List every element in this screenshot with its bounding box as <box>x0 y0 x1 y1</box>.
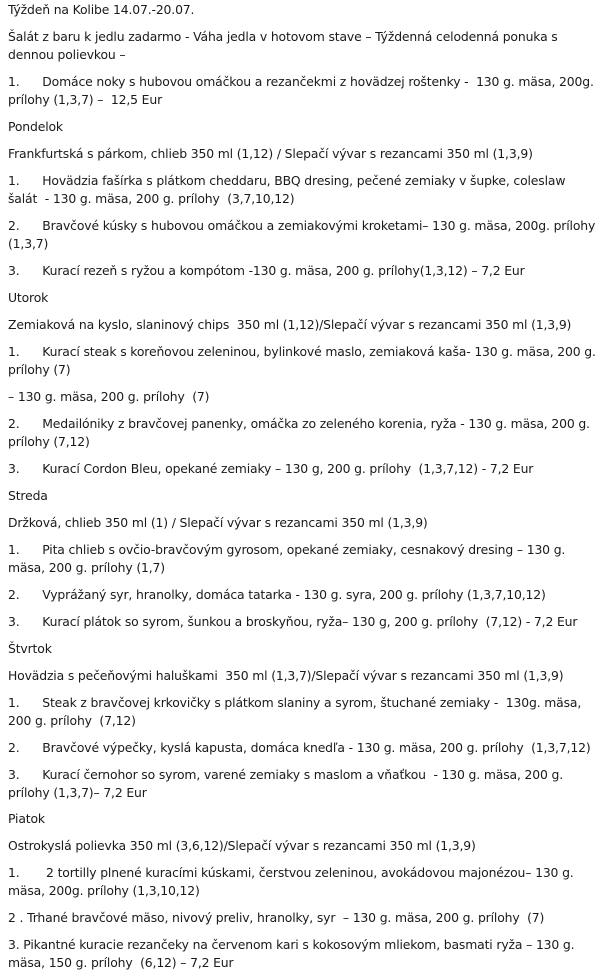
day-heading-thursday: Štvrtok <box>8 640 52 656</box>
soup-line: Držková, chlieb 350 ml (1) / Slepačí vývar s rezancami 350 ml (1,3,9) <box>8 514 428 530</box>
menu-item: 3. Kurací Cordon Bleu, opekané zemiaky – 130 g, 200 g. prílohy (1,3,7,12) - 7,2 Eur <box>8 460 534 476</box>
menu-item: 1. Pita chlieb s ovčio-bravčovým gyrosom, opekané zemiaky, cesnakový dresing – 130 g. mäsa, 200 g. prílohy (1,7) <box>8 541 569 575</box>
day-heading-friday: Piatok <box>8 811 45 827</box>
weekly-menu-item: 1. Domáce noky s hubovou omáčkou a rezančekmi z hovädzej roštenky - 130 g. mäsa, 200g. prílohy (1,3,7) – 12,5 Eur <box>8 73 598 107</box>
menu-item: 3. Kurací plátok so syrom, šunkou a broskyňou, ryža– 130 g, 200 g. prílohy (7,12) - 7,2 Eur <box>8 613 578 629</box>
day-heading-wednesday: Streda <box>8 487 48 503</box>
menu-item: 1. 2 tortilly plnené kuracími kúskami, čerstvou zeleninou, avokádovou majonézou– 130 g. mäsa, 200g. prílohy (1,3,10,12) <box>8 865 578 899</box>
soup-line: Zemiaková na kyslo, slaninový chips 350 ml (1,12)/Slepačí vývar s rezancami 350 ml (1,3,9) <box>8 316 572 332</box>
day-heading-monday: Pondelok <box>8 118 63 134</box>
menu-item: 2. Bravčové výpečky, kyslá kapusta, domáca knedľa - 130 g. mäsa, 200 g. prílohy (1,3,7,12) <box>8 739 591 755</box>
page-title: Týždeň na Kolibe 14.07.-20.07. <box>8 2 195 17</box>
soup-line: Frankfurtská s párkom, chlieb 350 ml (1,12) / Slepačí vývar s rezancami 350 ml (1,3,9) <box>8 145 533 161</box>
menu-item: 3. Kurací černohor so syrom, varené zemiaky s maslom a vňaťkou - 130 g. mäsa, 200 g. prílohy (1,3,7)– 7,2 Eur <box>8 766 567 800</box>
menu-item: 3. Pikantné kuracie rezančeky na červenom kari s kokosovým mliekom, basmati ryža – 130 g. mäsa, 150 g. prílohy (6,12) – 7,2 Eur <box>8 937 579 971</box>
menu-item: 3. Kurací rezeň s ryžou a kompótom -130 g. mäsa, 200 g. prílohy(1,3,12) – 7,2 Eur <box>8 262 525 278</box>
menu-item: 2 . Trhané bravčové mäso, nivový preliv, hranolky, syr – 130 g. mäsa, 200 g. prílohy (7) <box>8 910 545 926</box>
menu-document <box>0 1 606 971</box>
menu-item: 2. Vyprážaný syr, hranolky, domáca tatarka - 130 g. syra, 200 g. prílohy (1,3,7,10,12) <box>8 586 546 602</box>
menu-item: 2. Medailóniky z bravčovej panenky, omáčka zo zeleného korenia, ryža - 130 g. mäsa, 200 g. prílohy (7,12) <box>8 415 594 449</box>
day-heading-tuesday: Utorok <box>8 289 49 305</box>
intro-text: Šalát z baru k jedlu zadarmo - Váha jedla v hotovom stave – Týždenná celodenná ponuka s dennou polievkou – <box>8 28 562 62</box>
soup-line: Hovädzia s pečeňovými haluškami 350 ml (1,3,7)/Slepačí vývar s rezancami 350 ml (1,3,9) <box>8 667 564 683</box>
soup-line: Ostrokyslá polievka 350 ml (3,6,12)/Slepačí vývar s rezancami 350 ml (1,3,9) <box>8 838 476 854</box>
menu-item: 2. Bravčové kúsky s hubovou omáčkou a zemiakovými kroketami– 130 g. mäsa, 200g. prílohy (1,3,7) <box>8 217 599 251</box>
menu-item: 1. Hovädzia fašírka s plátkom cheddaru, BBQ dresing, pečené zemiaky v šupke, coleslaw šalát - 130 g. mäsa, 200 g. prílohy (3,7,10,12) <box>8 172 570 206</box>
menu-item: 1. Kurací steak s koreňovou zeleninou, bylinkové maslo, zemiaková kaša- 130 g. mäsa, 200 g. prílohy (7) <box>8 343 600 377</box>
menu-item: 1. Steak z bravčovej krkovičky s plátkom slaniny a syrom, štuchané zemiaky - 130g. mäsa, 200 g. prílohy (7,12) <box>8 694 585 728</box>
menu-item: – 130 g. mäsa, 200 g. prílohy (7) <box>8 388 210 404</box>
